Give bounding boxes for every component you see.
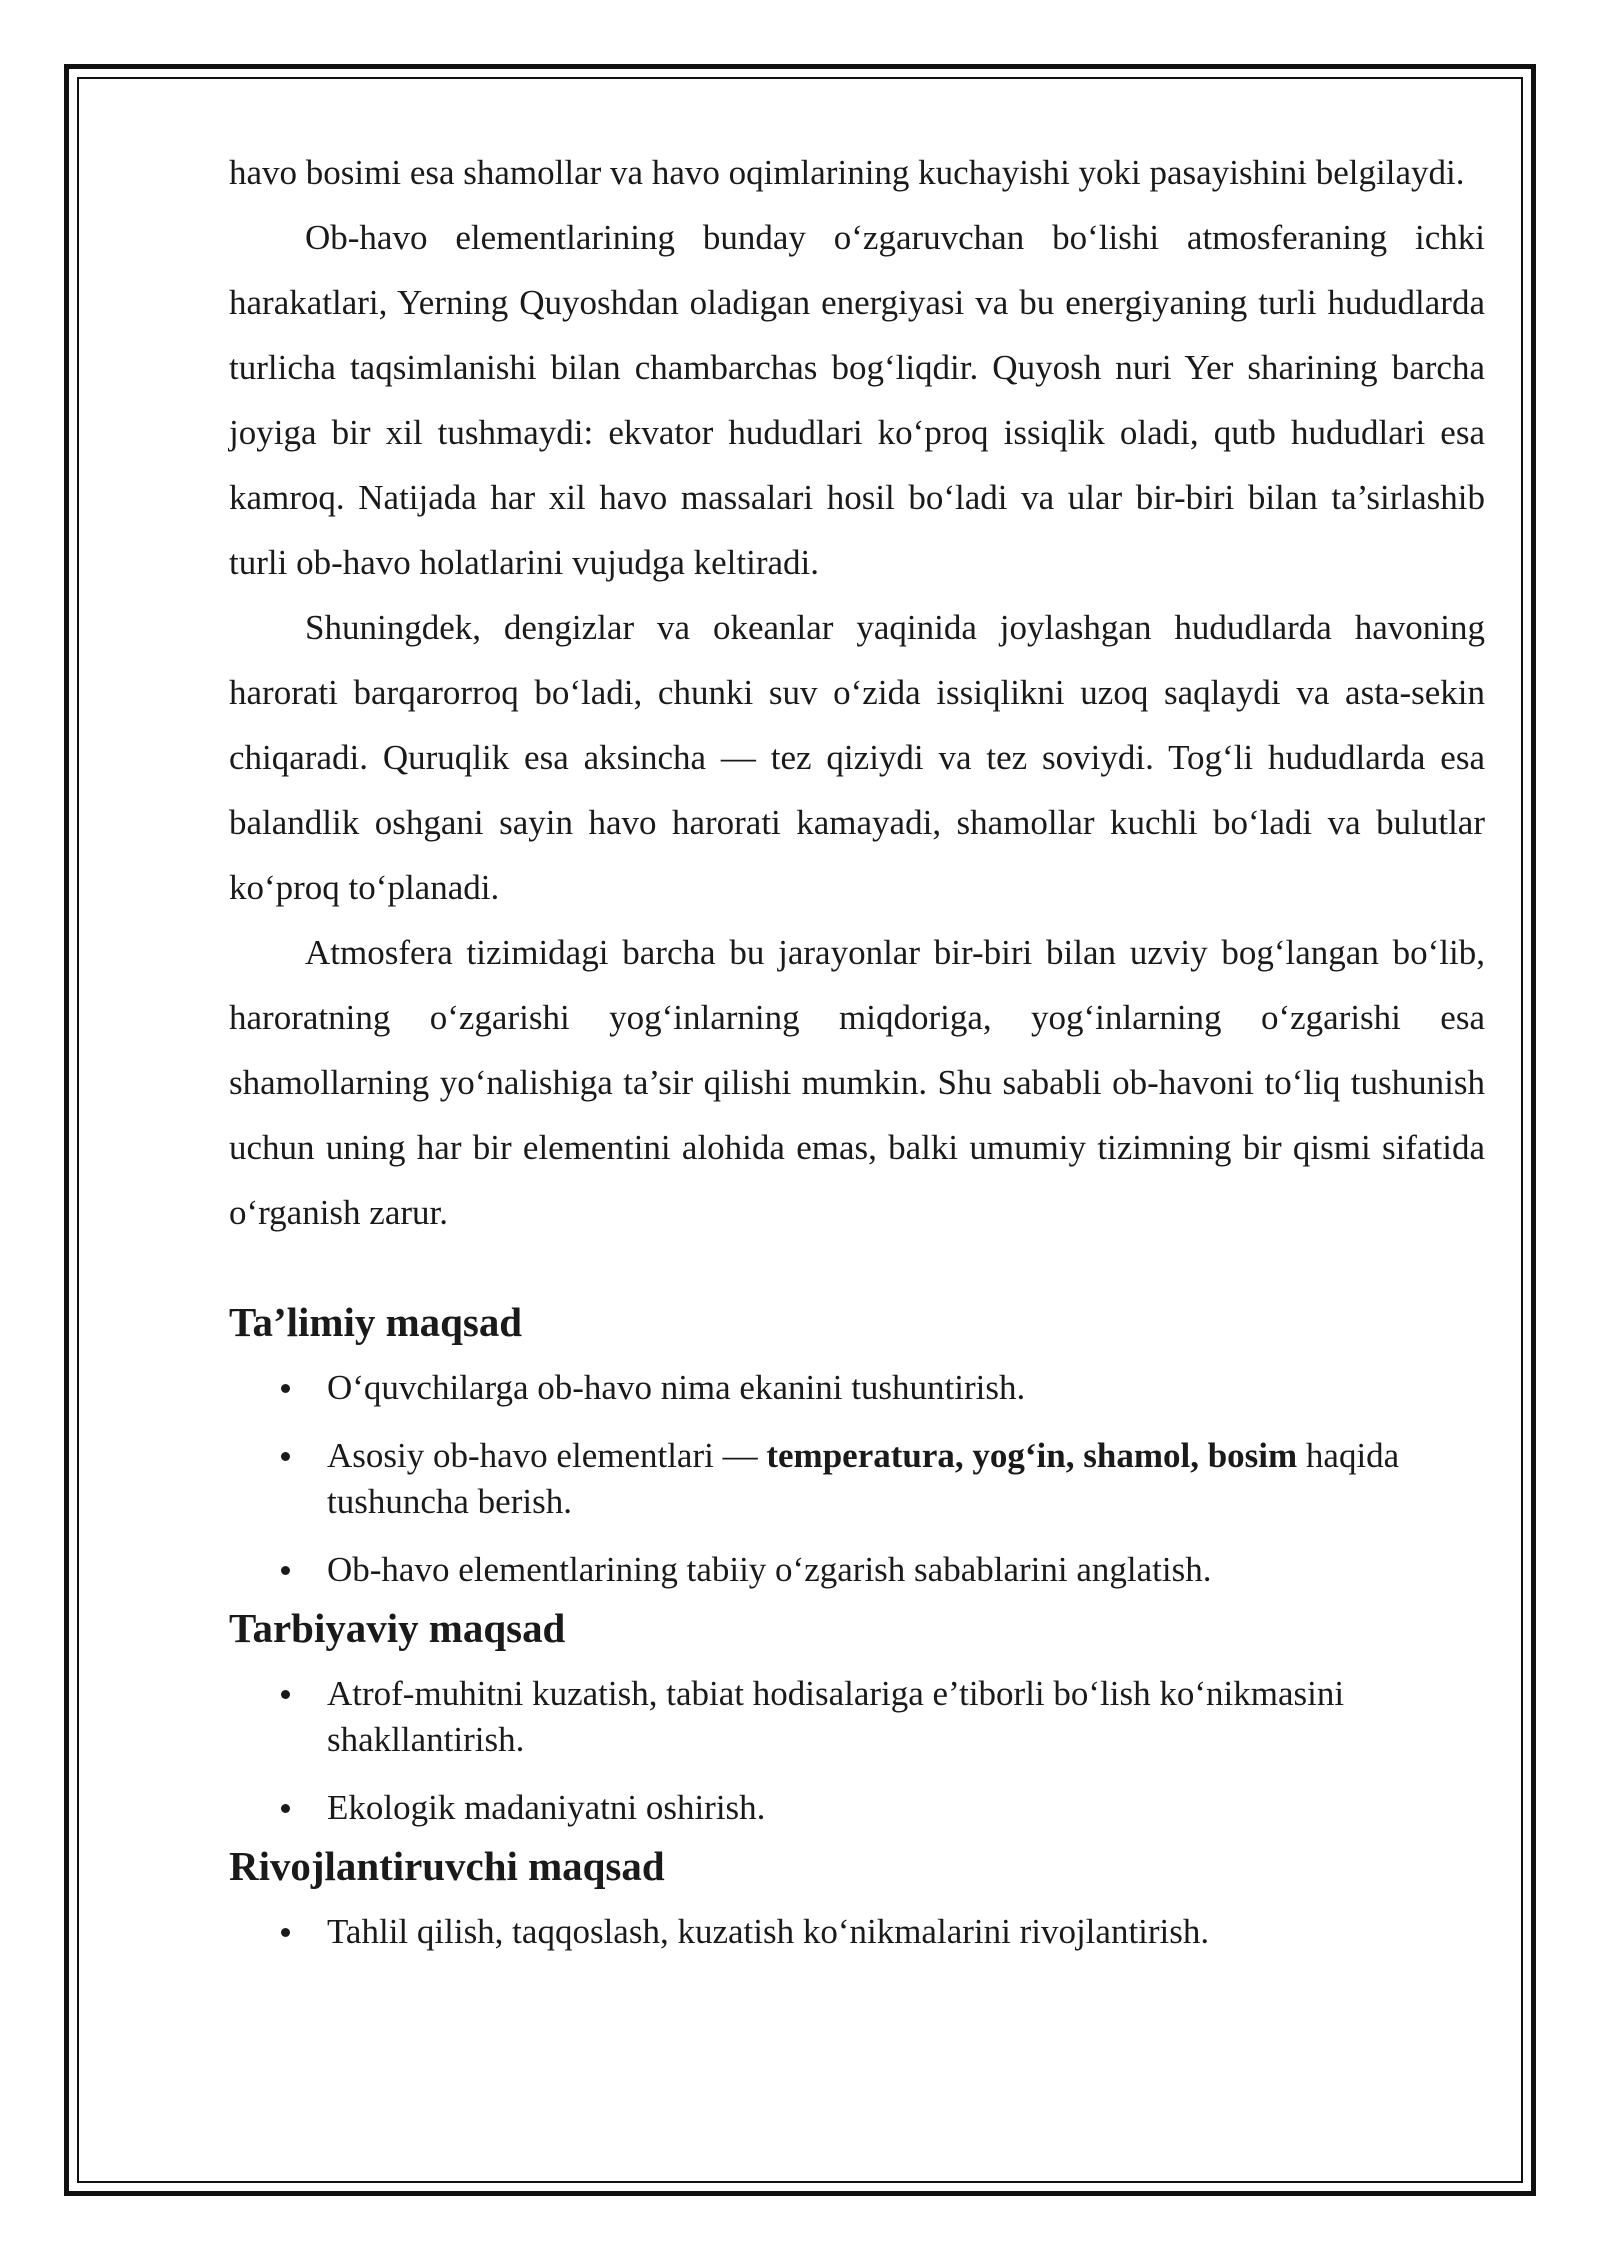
list-item-text: Atrof-muhitni kuzatish, tabiat hodisalariga e’tiborli bo‘lish ko‘nikmasini shakllantirish. — [327, 1674, 1345, 1759]
section-heading: Tarbiyaviy maqsad — [229, 1606, 566, 1651]
list-item-text: O‘quvchilarga ob-havo nima ekanini tushuntirish. — [327, 1368, 1026, 1407]
paragraph: Shuningdek, dengizlar va okeanlar yaqinida joylashgan hududlarda havoning harorati barqarorroq bo‘ladi, chunki suv o‘zida issiqlikni uzoq saqlaydi va asta-sekin chiqaradi. Quruqlik esa aksincha — tez qiziydi va tez soviydi. Tog‘li hududlarda esa balandlik oshgani sayin havo harorati kamayadi, shamollar kuchli bo‘ladi va bulutlar ko‘proq to‘planadi. — [229, 608, 1485, 907]
paragraph: havo bosimi esa shamollar va havo oqimlarining kuchayishi yoki pasayishini belgilaydi. — [229, 153, 1465, 192]
paragraph: Ob-havo elementlarining bunday o‘zgaruvchan bo‘lishi atmosferaning ichki harakatlari, Yerning Quyoshdan oladigan energiyasi va bu energiyaning turli hududlarda turlicha taqsimlanishi bilan chambarchas bog‘liqdir. Quyosh nuri Yer sharining barcha joyiga bir xil tushmaydi: ekvator hududlari ko‘proq issiqlik oladi, qutb hududlari esa kamroq. Natijada har xil havo massalari hosil bo‘ladi va ular bir-biri bilan ta’sirlashib turli ob-havo holatlarini vujudga keltiradi. — [229, 218, 1485, 582]
list-item-suffix: haqida tushuncha berish. — [327, 1436, 1400, 1521]
list-item-text: Ob-havo elementlarining tabiiy o‘zgarish sabablarini anglatish. — [327, 1550, 1212, 1589]
section-rivojlantiruvchi — [229, 1844, 1485, 1955]
bullet-list — [229, 1365, 1485, 1593]
bullet-list — [229, 1671, 1485, 1831]
list-item-text: Ekologik madaniyatni oshirish. — [327, 1788, 766, 1827]
list-item — [229, 1365, 1485, 1411]
bullet-icon — [281, 1566, 290, 1575]
list-item-text: Tahlil qilish, taqqoslash, kuzatish ko‘nikmalarini rivojlantirish. — [327, 1912, 1210, 1951]
list-item — [229, 1433, 1485, 1525]
bullet-list — [229, 1909, 1485, 1955]
list-item-bold: temperatura, yog‘in, shamol, bosim — [766, 1436, 1298, 1475]
bullet-icon — [281, 1452, 290, 1461]
list-item — [229, 1547, 1485, 1593]
list-item — [229, 1909, 1485, 1955]
section-heading: Ta’limiy maqsad — [229, 1300, 523, 1345]
section-talimiy — [229, 1300, 1485, 1593]
document-body — [229, 140, 1485, 1955]
bullet-icon — [281, 1384, 290, 1393]
paragraph: Atmosfera tizimidagi barcha bu jarayonlar bir-biri bilan uzviy bog‘langan bo‘lib, haroratning o‘zgarishi yog‘inlarning miqdoriga, yog‘inlarning o‘zgarishi esa shamollarning yo‘nalishiga ta’sir qilishi mumkin. Shu sababli ob-havoni to‘liq tushunish uchun uning har bir elementini alohida emas, balki umumiy tizimning bir qismi sifatida o‘rganish zarur. — [229, 933, 1485, 1232]
bullet-icon — [281, 1928, 290, 1937]
list-item — [229, 1671, 1485, 1763]
list-item-prefix: Asosiy ob-havo elementlari — — [327, 1436, 767, 1475]
section-tarbiyaviy — [229, 1606, 1485, 1831]
list-item — [229, 1785, 1485, 1831]
bullet-icon — [281, 1690, 290, 1699]
bullet-icon — [281, 1804, 290, 1813]
section-heading: Rivojlantiruvchi maqsad — [229, 1844, 665, 1889]
